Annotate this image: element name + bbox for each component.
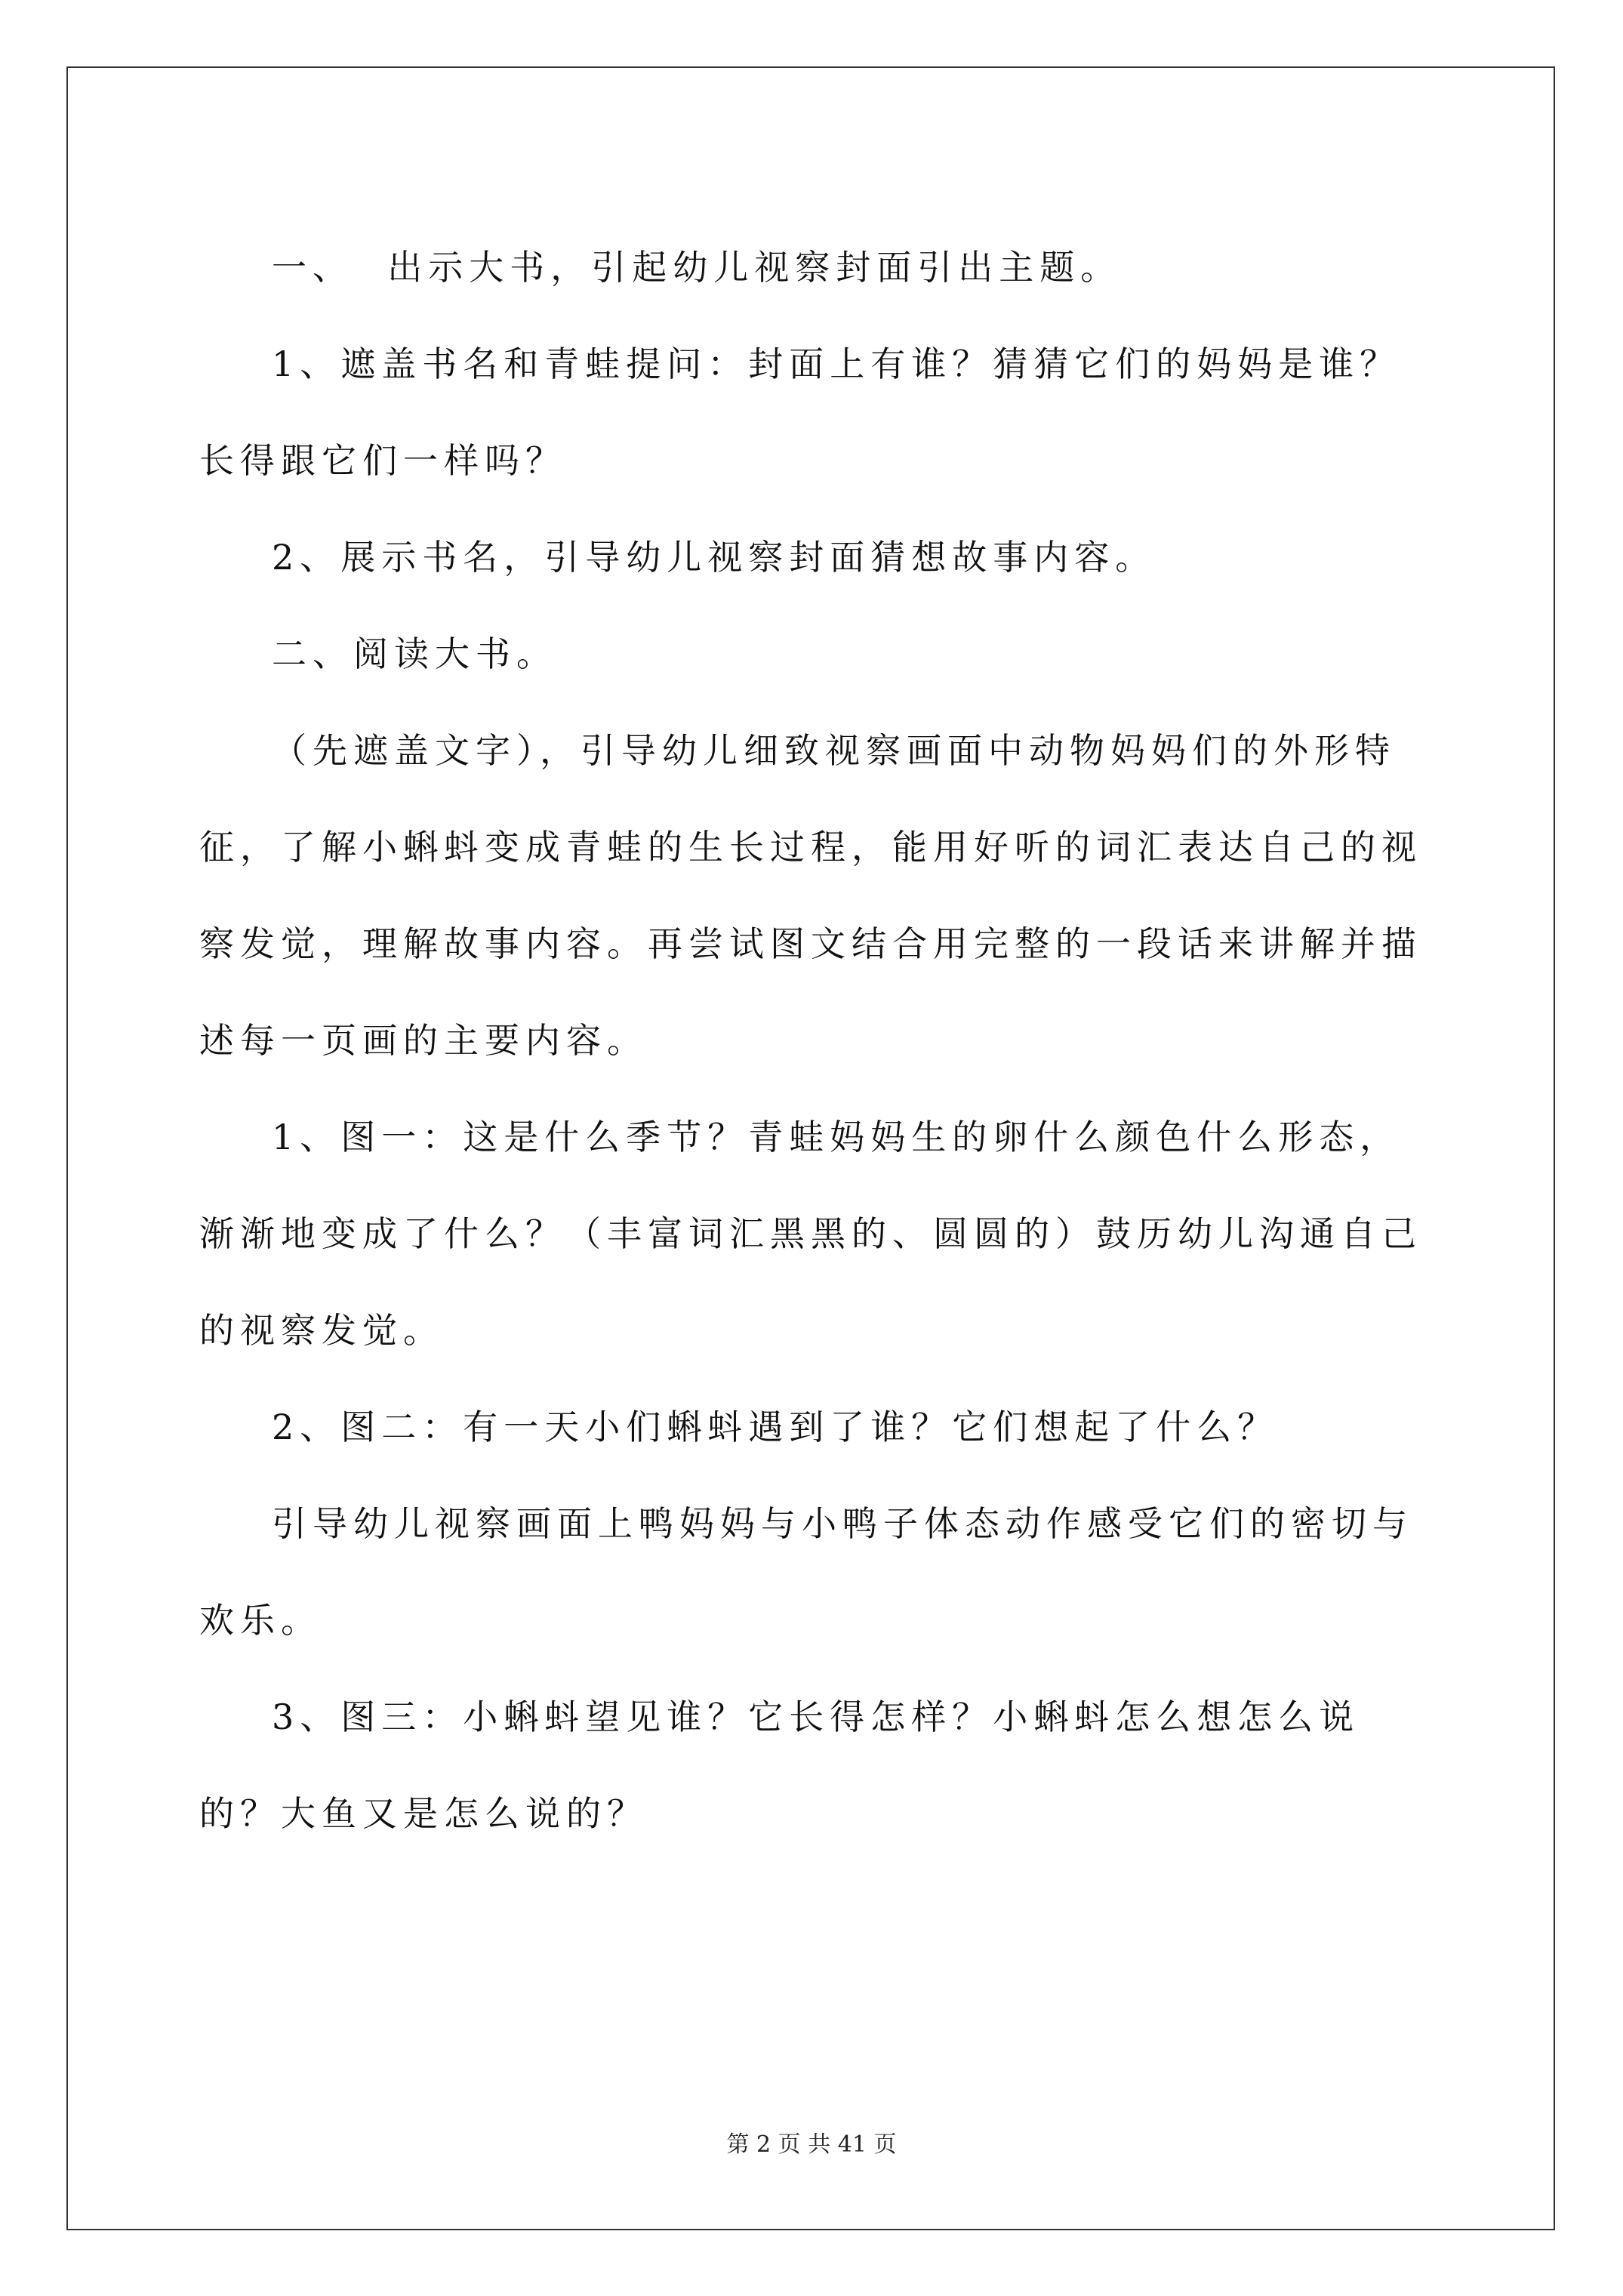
page-footer: 第 2 页 共 41 页 [726,2131,897,2158]
paragraph-reading-guide: （先遮盖文字），引导幼儿细致视察画面中动物妈妈们的外形特征，了解小蝌蚪变成青蛙的生长过程，能用好听的词汇表达自己的视察发觉，理解故事内容。再尝试图文结合用完整的一段话来讲解并描述每一页画的主要内容。 [199,730,1422,1061]
paragraph-figure-one: 1、图一：这是什么季节？青蛙妈妈生的卵什么颜色什么形态，渐渐地变成了什么？（丰富词汇黑黑的、圆圆的）鼓历幼儿沟通自己的视察发觉。 [199,1117,1422,1351]
paragraph-question-cover: 1、遮盖书名和青蛙提问：封面上有谁？猜猜它们的妈妈是谁？长得跟它们一样吗？ [199,344,1401,481]
document-body [199,219,1422,1862]
paragraph-figure-two: 2、图二：有一天小们蝌蚪遇到了谁？它们想起了什么？ [272,1407,1279,1447]
paragraph-figure-two-guide: 引导幼儿视察画面上鸭妈妈与小鸭子体态动作感受它们的密切与欢乐。 [199,1503,1413,1641]
paragraph-figure-three: 3、图三：小蝌蚪望见谁？它长得怎样？小蝌蚪怎么想怎么说的？大鱼又是怎么说的？ [199,1697,1360,1834]
paragraph-show-book-name: 2、展示书名，引导幼儿视察封面猜想故事内容。 [272,537,1156,578]
paragraph-section-two-heading: 二、阅读大书。 [272,633,557,674]
paragraph-section-one-heading: 一、 出示大书，引起幼儿视察封面引出主题。 [272,247,1122,288]
